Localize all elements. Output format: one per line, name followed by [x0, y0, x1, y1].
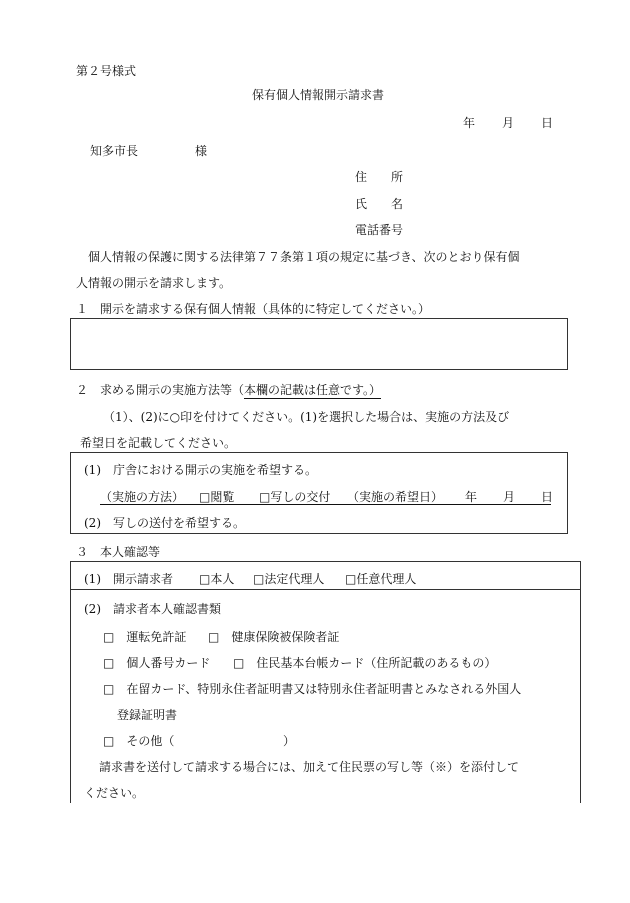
- section2-date-month: 月: [503, 490, 516, 504]
- doc-mynumber-checkbox[interactable]: □ 個人番号カード: [103, 656, 211, 670]
- section2-date-year: 年: [465, 490, 478, 504]
- section3-requester-label: (1) 開示請求者: [84, 572, 173, 586]
- addressee-honorific: 様: [195, 144, 208, 158]
- intro-line-1: 個人情報の保護に関する法律第７７条第１項の規定に基づき、次のとおり保有個: [88, 250, 520, 264]
- doc-resident-card-checkbox[interactable]: □ 住民基本台帳カード（住所記載のあるもの）: [233, 656, 497, 670]
- document-title: 保有個人情報開示請求書: [252, 88, 385, 102]
- doc-other-checkbox[interactable]: □ その他（: [103, 734, 175, 748]
- section2-date-day: 日: [541, 490, 554, 504]
- section2-date-label: （実施の希望日）: [347, 490, 444, 504]
- section3-mail-note-1: 請求書を送付して請求する場合には、加えて住民票の写し等（※）を添付して: [99, 760, 520, 774]
- section3-heading: ３ 本人確認等: [76, 545, 161, 559]
- requester-phone-label: 電話番号: [355, 223, 404, 237]
- method-view-checkbox[interactable]: □閲覧: [199, 490, 235, 504]
- form-number: 第２号様式: [76, 64, 137, 78]
- doc-residence-card-line-2: 登録証明書: [117, 708, 178, 722]
- doc-insurance-checkbox[interactable]: □ 健康保険被保険者証: [208, 630, 340, 644]
- requester-name-label: 氏 名: [355, 197, 404, 211]
- section3-row-divider: [70, 589, 581, 590]
- addressee-name: 知多市長: [90, 144, 139, 158]
- section1-heading: １ 開示を請求する保有個人情報（具体的に特定してください。）: [76, 302, 431, 316]
- doc-license-checkbox[interactable]: □ 運転免許証: [103, 630, 187, 644]
- section1-input-box[interactable]: [70, 318, 568, 370]
- section2-method-underline: [100, 504, 551, 505]
- requester-legal-agent-checkbox[interactable]: □法定代理人: [253, 572, 325, 586]
- section2-heading-optional: 本欄の記載は任意です。）: [244, 383, 382, 397]
- section2-note-2: 希望日を記載してください。: [80, 436, 237, 450]
- section3-id-docs-label: (2) 請求者本人確認書類: [84, 602, 221, 616]
- section3-mail-note-2: ください。: [84, 786, 145, 800]
- intro-line-2: 人情報の開示を請求します。: [76, 276, 232, 290]
- requester-voluntary-agent-checkbox[interactable]: □任意代理人: [345, 572, 417, 586]
- section2-option-2[interactable]: (2) 写しの送付を希望する。: [84, 516, 245, 530]
- requester-address-label: 住 所: [355, 170, 404, 184]
- section2-option-1[interactable]: (1) 庁舎における開示の実施を希望する。: [84, 463, 317, 477]
- section3-top-border: [70, 561, 581, 562]
- section3-left-border: [70, 561, 71, 803]
- date-year: 年: [463, 116, 476, 130]
- section2-heading-prefix: ２ 求める開示の実施方法等（: [76, 383, 245, 397]
- doc-other-close-paren: ）: [283, 734, 296, 748]
- date-month: 月: [502, 116, 515, 130]
- date-day: 日: [541, 116, 554, 130]
- requester-self-checkbox[interactable]: □本人: [199, 572, 235, 586]
- section2-note-1: （1）、(2)に○印を付けてください。(1)を選択した場合は、実施の方法及び: [103, 410, 510, 424]
- section3-right-border: [580, 561, 581, 803]
- section2-heading: [76, 381, 381, 398]
- method-copy-checkbox[interactable]: □写しの交付: [259, 490, 331, 504]
- doc-residence-card-checkbox[interactable]: □ 在留カード、特別永住者証明書又は特別永住者証明書とみなされる外国人: [103, 682, 522, 696]
- section2-method-label: （実施の方法）: [100, 490, 185, 504]
